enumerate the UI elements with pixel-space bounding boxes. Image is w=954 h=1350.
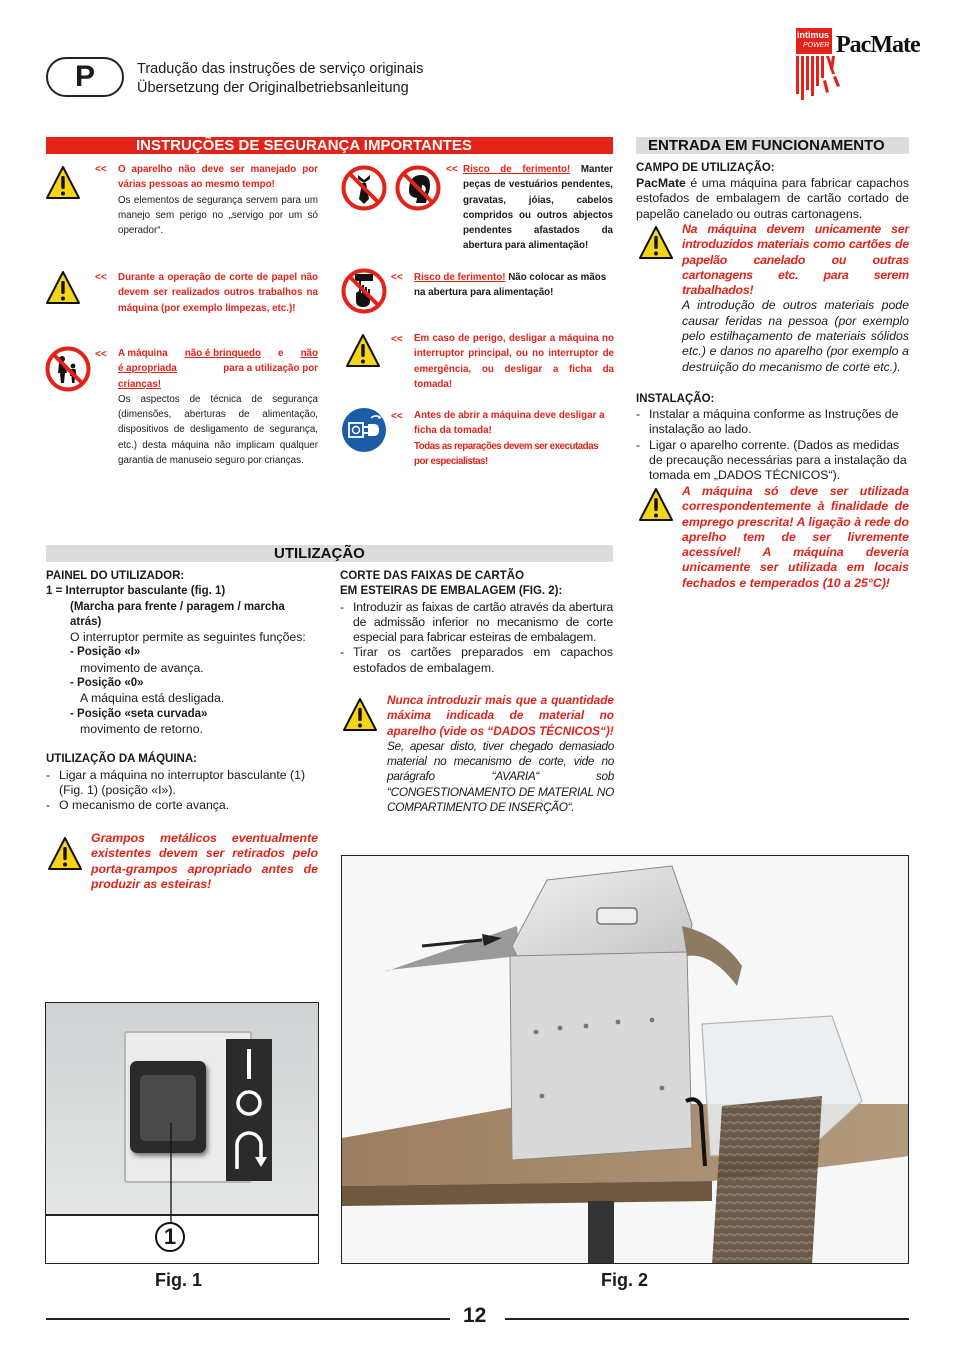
- no-tie-icon: [341, 165, 387, 211]
- brand-logo: [794, 24, 920, 108]
- figure-1-caption: Fig. 1: [155, 1270, 203, 1290]
- use-warning: Grampos metálicos eventualmente existentes devem ser retirados pelo porta-grampos apropriado antes de produzir as esteiras!: [91, 831, 318, 891]
- warning-6-text: Em caso de perigo, desligar a máquina no interruptor principal, ou no interruptor de emergência, ou desligar a ficha da tomada!: [414, 333, 614, 390]
- position-3-text: movimento de retorno.: [80, 721, 204, 736]
- warning-1-text: Os elementos de segurança servem para um manejo sem perigo no „servigo por um só operador“.: [118, 194, 318, 237]
- unplug-icon: [341, 407, 387, 453]
- strip-item-1: Introduzir as faixas de cartão através da abertura de admissão inferior no mecanismo de corte especial para fabricar esteiras de embalagem.: [353, 599, 613, 645]
- bullet-arrows: <<: [95, 164, 107, 175]
- warning-3-b: não é brinquedo: [184, 348, 261, 359]
- bullet-arrows: <<: [95, 272, 107, 283]
- warning-icon: [45, 165, 81, 201]
- warning-3-d: é apropriada: [118, 363, 177, 375]
- installation-item-1: Instalar a máquina conforme as Instruções de instalação ao lado.: [649, 407, 899, 437]
- warning-3-c: e: [278, 348, 284, 359]
- no-hands-icon: [341, 268, 387, 314]
- position-1-label: - Posição «I»: [70, 646, 141, 659]
- panel-sub: (Marcha para frente / paragem / marcha atrás): [70, 600, 285, 628]
- position-2-text: A máquina está desligada.: [80, 691, 225, 706]
- header-line-2: Übersetzung der Originalbetriebsanleitung: [137, 80, 409, 96]
- use-item-1: Ligar a máquina no interruptor basculante (1) (Fig. 1) (posição «I»).: [59, 767, 306, 797]
- strip-warning-text: Se, apesar disto, tiver chegado demasiado material no mecanismo de corte, vide no parágrafo “AVARIA“ sob “CONGESTIONAMENTO DE MATERIAL NO COMPARTIMENTO DE INSERÇÃO“.: [387, 738, 614, 815]
- campo-title: CAMPO DE UTILIZAÇÃO:: [636, 162, 775, 174]
- no-children-icon: [45, 346, 91, 392]
- warning-3-text: Os aspectos de técnica de segurança (dimensões, aberturas de alimentação, dispositivos de desligamento de segurança, etc.) desta máquina não implicam qualquer garantia de manuseio seguro por crianças.: [118, 393, 318, 467]
- warning-3-f: crianças!: [118, 378, 162, 390]
- warning-3-a: A máquina: [118, 348, 168, 359]
- machine-illustration: [342, 856, 909, 1264]
- campo-brand: PacMate: [636, 176, 686, 190]
- switch-text: O interruptor permite as seguintes funções:: [70, 630, 306, 645]
- warning-3-e: para a utilização por: [223, 363, 318, 375]
- strip-title-2: EM ESTEIRAS DE EMBALAGEM (FIG. 2):: [340, 585, 563, 598]
- footer-rule-left: [46, 1318, 450, 1320]
- warning-4-risk: Risco de ferimento!: [463, 164, 571, 175]
- position-1-text: movimento de avança.: [80, 660, 204, 675]
- warning-7-text-1: Antes de abrir a máquina deve desligar a ficha da tomada!: [414, 410, 605, 437]
- installation-item-2: Ligar o aparelho corrente. (Dados as medidas de precaução necessárias para a instalação da tomada em „DADOS TÉCNICOS“).: [649, 437, 907, 483]
- strip-title-1: CORTE DAS FAIXAS DE CARTÃO: [340, 570, 525, 582]
- warning-4-text: Manter peças de vestuários pendentes, gravatas, jóias, cabelos compridos ou outros abjectos pendentes afastados da abertura para alimentação!: [463, 164, 613, 252]
- no-long-hair-icon: [395, 165, 441, 211]
- warning-icon: [638, 225, 674, 261]
- strip-item-2: Tirar os cartões preparados em capachos estofados de embalagem.: [353, 645, 613, 675]
- warning-1-bold: O aparelho não deve ser manejado por várias pessoas ao mesmo tempo!: [118, 164, 318, 191]
- warning-icon: [47, 836, 83, 872]
- campo-text: é uma máquina para fabricar capachos estofados de embalagem de cartão cortado de papelão canelado ou outras cartonagens.: [636, 176, 909, 221]
- use-title: UTILIZAÇÃO DA MÁQUINA:: [46, 753, 197, 766]
- startup-warn-1-text: A introdução de outros materiais pode causar feridas na pessoa (por exemplo pelo estilhaçamento de materiais sólidos etc.) e danos no aparelho (por exemplo a destruição do mecanismo de corte etc.).: [682, 298, 909, 374]
- warning-2-bold: Durante a operação de corte de papel não devem ser realizados outros trabalhos na máquina (por exemplo limpezas, etc.)!: [118, 272, 318, 314]
- warning-7-text-2: Todas as reparações devem ser executadas por especialistas!: [414, 440, 599, 467]
- warning-3-d-part: não: [300, 348, 318, 359]
- bullet-arrows: <<: [391, 334, 403, 345]
- installation-title: INSTALAÇÃO:: [636, 393, 715, 405]
- page-number: 12: [463, 1304, 487, 1327]
- warning-icon: [45, 270, 81, 306]
- position-2-label: - Posição «0»: [70, 677, 144, 690]
- figure-1-photo: [45, 1002, 319, 1264]
- callout-leader: [46, 1003, 318, 1264]
- bullet-arrows: <<: [391, 411, 403, 422]
- figure-2-photo: [341, 855, 909, 1264]
- logo-sub: POWER: [803, 42, 830, 49]
- warning-5-risk: Risco de ferimento!: [414, 272, 506, 283]
- warning-icon: [345, 333, 381, 369]
- strip-warning-red: Nunca introduzir mais que a quantidade máxima indicada de material no aparelho (vide os “DADOS TÉCNICOS“)!: [387, 693, 614, 738]
- logo-brand: intimus: [797, 30, 830, 40]
- language-badge: P: [46, 57, 124, 97]
- use-item-2: O mecanismo de corte avança.: [59, 798, 230, 813]
- panel-item: 1 = Interruptor basculante (fig. 1): [46, 585, 226, 598]
- panel-title: PAINEL DO UTILIZADOR:: [46, 570, 185, 582]
- footer-rule-right: [505, 1318, 909, 1320]
- warning-5-text: Não colocar as mãos na abertura para alimentação!: [414, 272, 607, 299]
- startup-warn-2-text: A máquina só deve ser utilizada correspondentemente à finalidade de emprego prescrita! A ligação à rede do aprelho tem de ser livremente acessível! A máquina deveria unicamente ser utilizada em locais fechados e temperados (10 a 25°C)!: [682, 484, 909, 590]
- figure-2-caption: Fig. 2: [601, 1270, 649, 1290]
- usage-title: UTILIZAÇÃO: [46, 545, 613, 562]
- callout-1: 1: [155, 1222, 185, 1252]
- startup-title: ENTRADA EM FUNCIONAMENTO: [636, 137, 909, 154]
- bullet-arrows: <<: [391, 272, 403, 283]
- bullet-arrows: <<: [446, 164, 458, 175]
- warning-icon: [342, 697, 378, 733]
- warning-icon: [638, 487, 674, 523]
- position-3-label: - Posição «seta curvada»: [70, 707, 208, 720]
- safety-title: INSTRUÇÕES DE SEGURANÇA IMPORTANTES: [46, 137, 613, 154]
- startup-warn-1-red: Na máquina devem unicamente ser introduzidos materiais como cartões de papelão canelado ou outras cartonagens etc. para serem trabalhados!: [682, 222, 909, 298]
- header-line-1: Tradução das instruções de serviço originais: [137, 61, 424, 77]
- logo-shred-icon: [796, 56, 876, 108]
- bullet-arrows: <<: [95, 349, 107, 360]
- logo-name: PacMate: [836, 32, 920, 58]
